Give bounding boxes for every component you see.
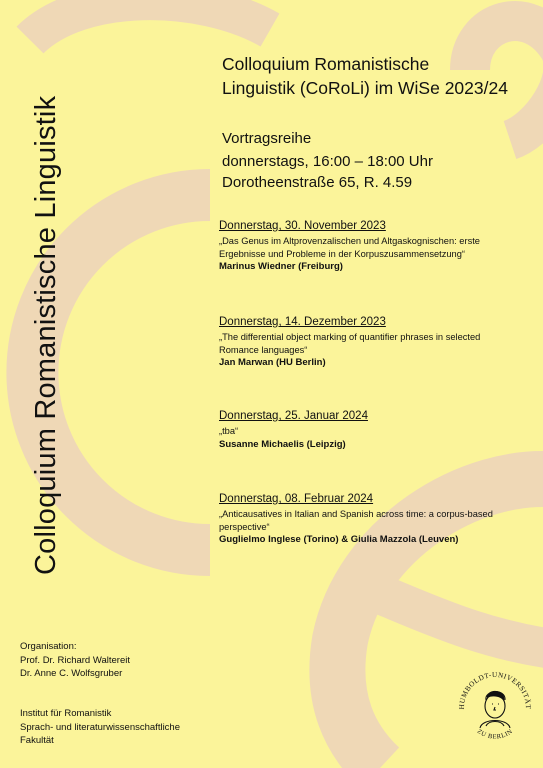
event-talk-line: Ergebnisse und Probleme in der Korpuszusammensetzung“ (219, 248, 465, 259)
series-label: Vortragsreihe (222, 130, 312, 147)
organisation-person: Prof. Dr. Richard Waltereit (20, 654, 130, 666)
event-item (219, 220, 529, 272)
event-talk-line: „Anticausatives in Italian and Spanish across time: a corpus-based (219, 509, 493, 519)
seal-text-bottom: ZU BERLIN (475, 727, 515, 741)
event-talk-line: Romance languages“ (219, 344, 308, 355)
university-seal-icon (456, 656, 534, 754)
place-info: Dorotheenstraße 65, R. 4.59 (222, 174, 413, 191)
organisation (20, 640, 130, 681)
header (222, 52, 532, 193)
title-line-1: Colloquium Romanistische (222, 54, 430, 74)
svg-text:HUMBOLDT-UNIVERSITÄT (458, 671, 533, 710)
institute (20, 707, 250, 748)
event-date: Donnerstag, 30. November 2023 (219, 220, 386, 232)
time-info: donnerstags, 16:00 – 18:00 Uhr (222, 153, 433, 170)
institute-line: Fakultät (20, 735, 54, 746)
event-speaker: Jan Marwan (HU Berlin) (219, 357, 326, 368)
organisation-person: Dr. Anne C. Wolfsgruber (20, 668, 123, 679)
event-date: Donnerstag, 25. Januar 2024 (219, 410, 368, 422)
institute-line: Institut für Romanistik (20, 708, 112, 719)
seal-text-top: HUMBOLDT-UNIVERSITÄT (457, 670, 533, 710)
decor-e-bar (370, 590, 543, 650)
seal-portrait (480, 692, 510, 728)
svg-text:ZU BERLIN (476, 728, 515, 741)
event-speaker: Guglielmo Inglese (Torino) & Giulia Mazzola (Leuven) (219, 534, 459, 545)
event-item (219, 410, 529, 450)
event-series-title (222, 52, 532, 100)
event-talk-line: „The differential object marking of quantifier phrases in selected (219, 332, 481, 342)
event-talk-line: „tba“ (219, 426, 239, 436)
event-date: Donnerstag, 08. Februar 2024 (219, 493, 374, 505)
vertical-title: Colloquium Romanistische Linguistik (30, 95, 62, 575)
event-speaker: Marinus Wiedner (Freiburg) (219, 261, 343, 272)
event-talk-line: „Das Genus im Altprovenzalischen und Altgaskognischen: erste (219, 236, 480, 246)
title-line-2: Linguistik (CoRoLi) im WiSe 2023/24 (222, 78, 508, 98)
event-item (219, 316, 529, 368)
event-speaker: Susanne Michaelis (Leipzig) (219, 438, 346, 450)
event-date: Donnerstag, 14. Dezember 2023 (219, 316, 386, 328)
event-item (219, 493, 529, 545)
decor-top-arc (30, 1, 270, 40)
institute-line: Sprach- und literaturwissenschaftliche (20, 721, 180, 733)
organisation-label: Organisation: (20, 641, 77, 652)
event-talk-line: perspective“ (219, 521, 270, 532)
